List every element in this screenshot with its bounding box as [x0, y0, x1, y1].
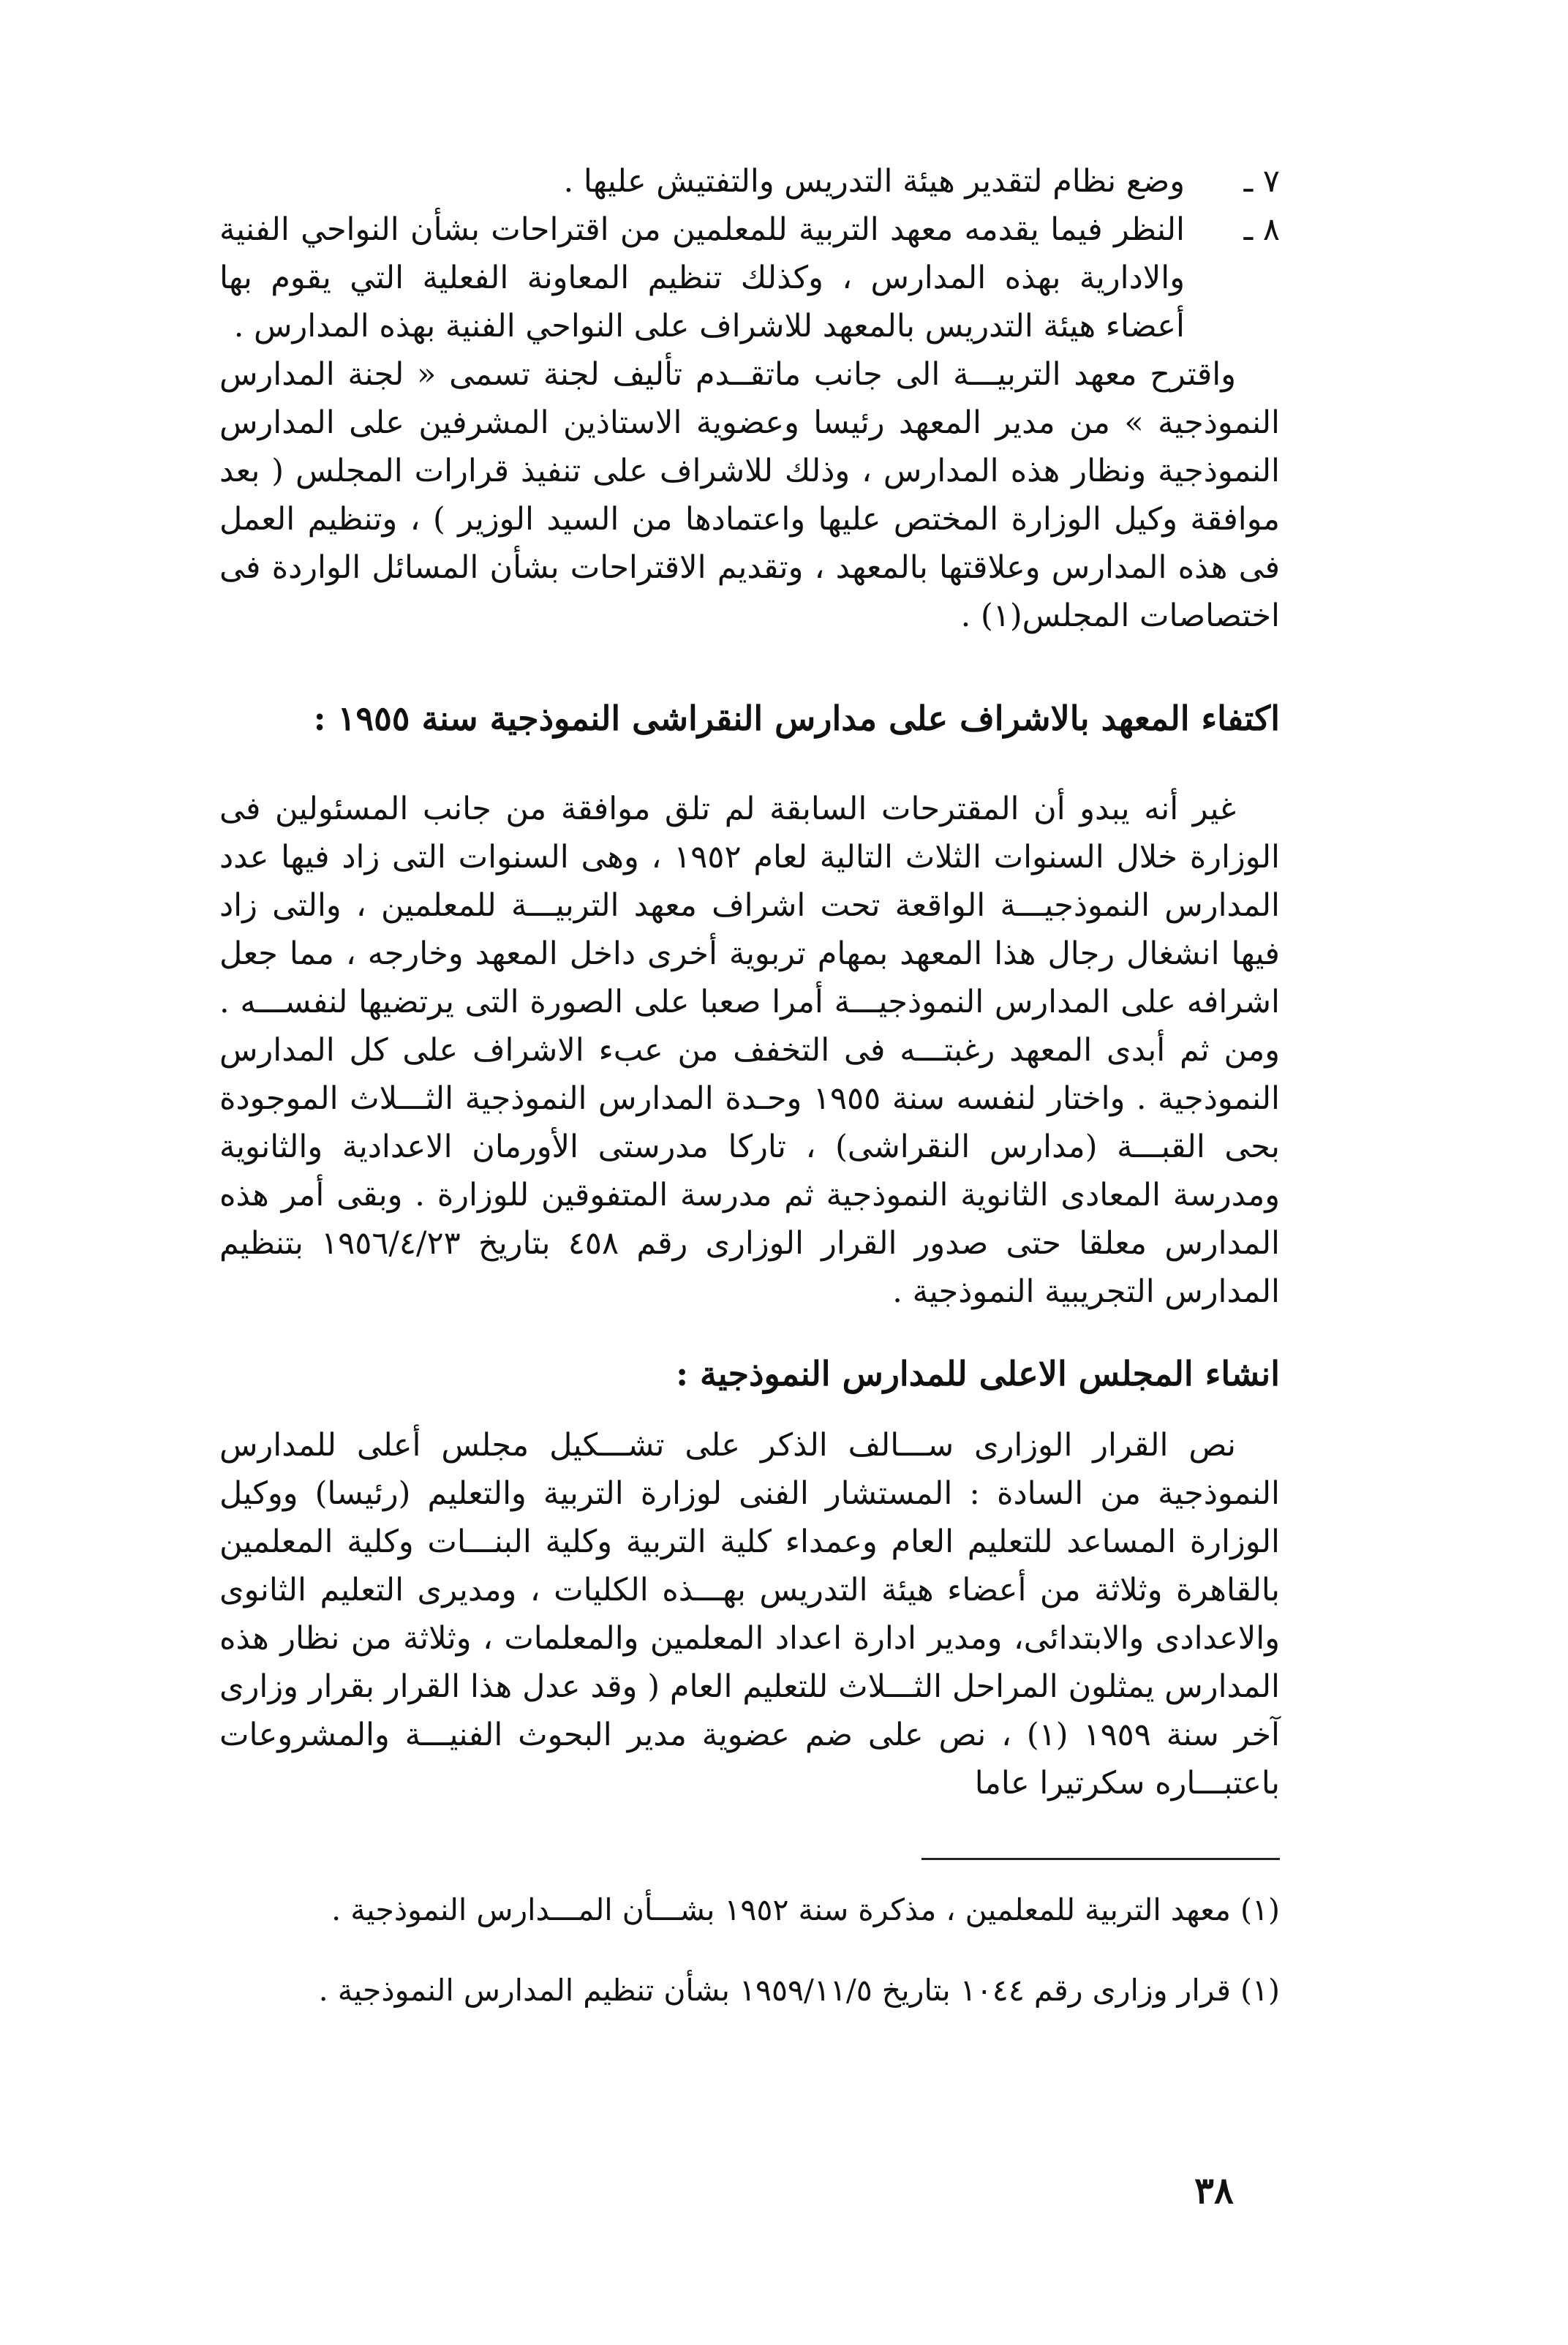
- list-item-number: ٧ ـ: [1243, 163, 1280, 200]
- footnote: (١) قرار وزارى رقم ١٠٤٤ بتاريخ ١٩٥٩/١١/٥ بشأن تنظيم المدارس النموذجية .: [318, 1973, 1280, 2008]
- paragraph: واقترح معهد التربيـــة الى جانب ماتقــدم تأليف لجنة تسمى « لجنة المدارس النموذجية » من مدير المعهد رئيسا وعضوية الاستاذين المشرفين على المدارس النموذجية ونظار هذه المدارس ، وذلك للاشراف على تنفيذ قرارات المجلس ( بعد موافقة وكيل الوزارة المختص عليها واعتمادها من السيد الوزير ) ، وتنظيم العمل فى هذه المدارس وعلاقتها بالمعهد ، وتقديم الاقتراحات بشأن المسائل الواردة فى اختصاصات المجلس(١) .: [219, 356, 1280, 634]
- footnote: (١) معهد التربية للمعلمين ، مذكرة سنة ١٩٥٢ بشـــأن المـــدارس النموذجية .: [331, 1892, 1280, 1927]
- page-body: [219, 157, 1280, 1807]
- list-item-number: ٨ ـ: [1243, 211, 1280, 248]
- footnotes: [219, 1887, 1280, 2048]
- list-item: [219, 206, 1280, 350]
- paragraph: نص القرار الوزارى ســـالف الذكر على تشـــكيل مجلس أعلى للمدارس النموذجية من السادة : المستشار الفنى لوزارة التربية والتعليم (رئيسا) ووكيل الوزارة المساعد للتعليم العام وعمداء كلية التربية وكلية البنـــات وكلية المعلمين بالقاهرة وثلاثة من أعضاء هيئة التدريس بهـــذه الكليات ، ومديرى التعليم الثانوى والاعدادى والابتدائى، ومدير ادارة اعداد المعلمين والمعلمات ، وثلاثة من نظار هذه المدارس يمثلون المراحل الثـــلاث للتعليم العام ( وقد عدل هذا القرار بقرار وزارى آخر سنة ١٩٥٩ (١) ، نص على ضم عضوية مدير البحوث الفنيـــة والمشروعات باعتبـــاره سكرتيرا عاما: [219, 1427, 1280, 1802]
- list-item-text: النظر فيما يقدمه معهد التربية للمعلمين من اقتراحات بشأن النواحي الفنية والادارية بهذه المدارس ، وكذلك تنظيم المعاونة الفعلية التي يقوم بها أعضاء هيئة التدريس بالمعهد للاشراف على النواحي الفنية بهذه المدارس .: [219, 211, 1185, 345]
- numbered-list: [219, 157, 1280, 350]
- footnote-divider: [921, 1858, 1280, 1860]
- paragraph: غير أنه يبدو أن المقترحات السابقة لم تلق موافقة من جانب المسئولين فى الوزارة خلال السنوات الثلاث التالية لعام ١٩٥٢ ، وهى السنوات التى زاد فيها عدد المدارس النموذجيـــة الواقعة تحت اشراف معهد التربيـــة للمعلمين ، والتى زاد فيها انشغال رجال هذا المعهد بمهام تربوية أخرى داخل المعهد وخارجه ، مما جعل اشرافه على المدارس النموذجيـــة أمرا صعبا على الصورة التى يرتضيها لنفســـه . ومن ثم أبدى المعهد رغبتـــه فى التخفف من عبء الاشراف على كل المدارس النموذجية . واختار لنفسه سنة ١٩٥٥ وحـدة المدارس النموذجية الثـــلاث الموجودة بحى القبـــة (مدارس النقراشى) ، تاركا مدرستى الأورمان الاعدادية والثانوية ومدرسة المعادى الثانوية النموذجية ثم مدرسة المتفوقين للوزارة . وبقى أمر هذه المدارس معلقا حتى صدور القرار الوزارى رقم ٤٥٨ بتاريخ ١٩٥٦/٤/٢٣ بتنظيم المدارس التجريبية النموذجية .: [219, 791, 1280, 1310]
- list-item: [219, 157, 1280, 206]
- section-heading: انشاء المجلس الاعلى للمدارس النموذجية :: [676, 1354, 1280, 1393]
- page-number: ٣٨: [1194, 2169, 1234, 2212]
- section-heading: اكتفاء المعهد بالاشراف على مدارس النقراشى النموذجية سنة ١٩٥٥ :: [313, 699, 1280, 738]
- list-item-text: وضع نظام لتقدير هيئة التدريس والتفتيش عليها .: [563, 163, 1185, 200]
